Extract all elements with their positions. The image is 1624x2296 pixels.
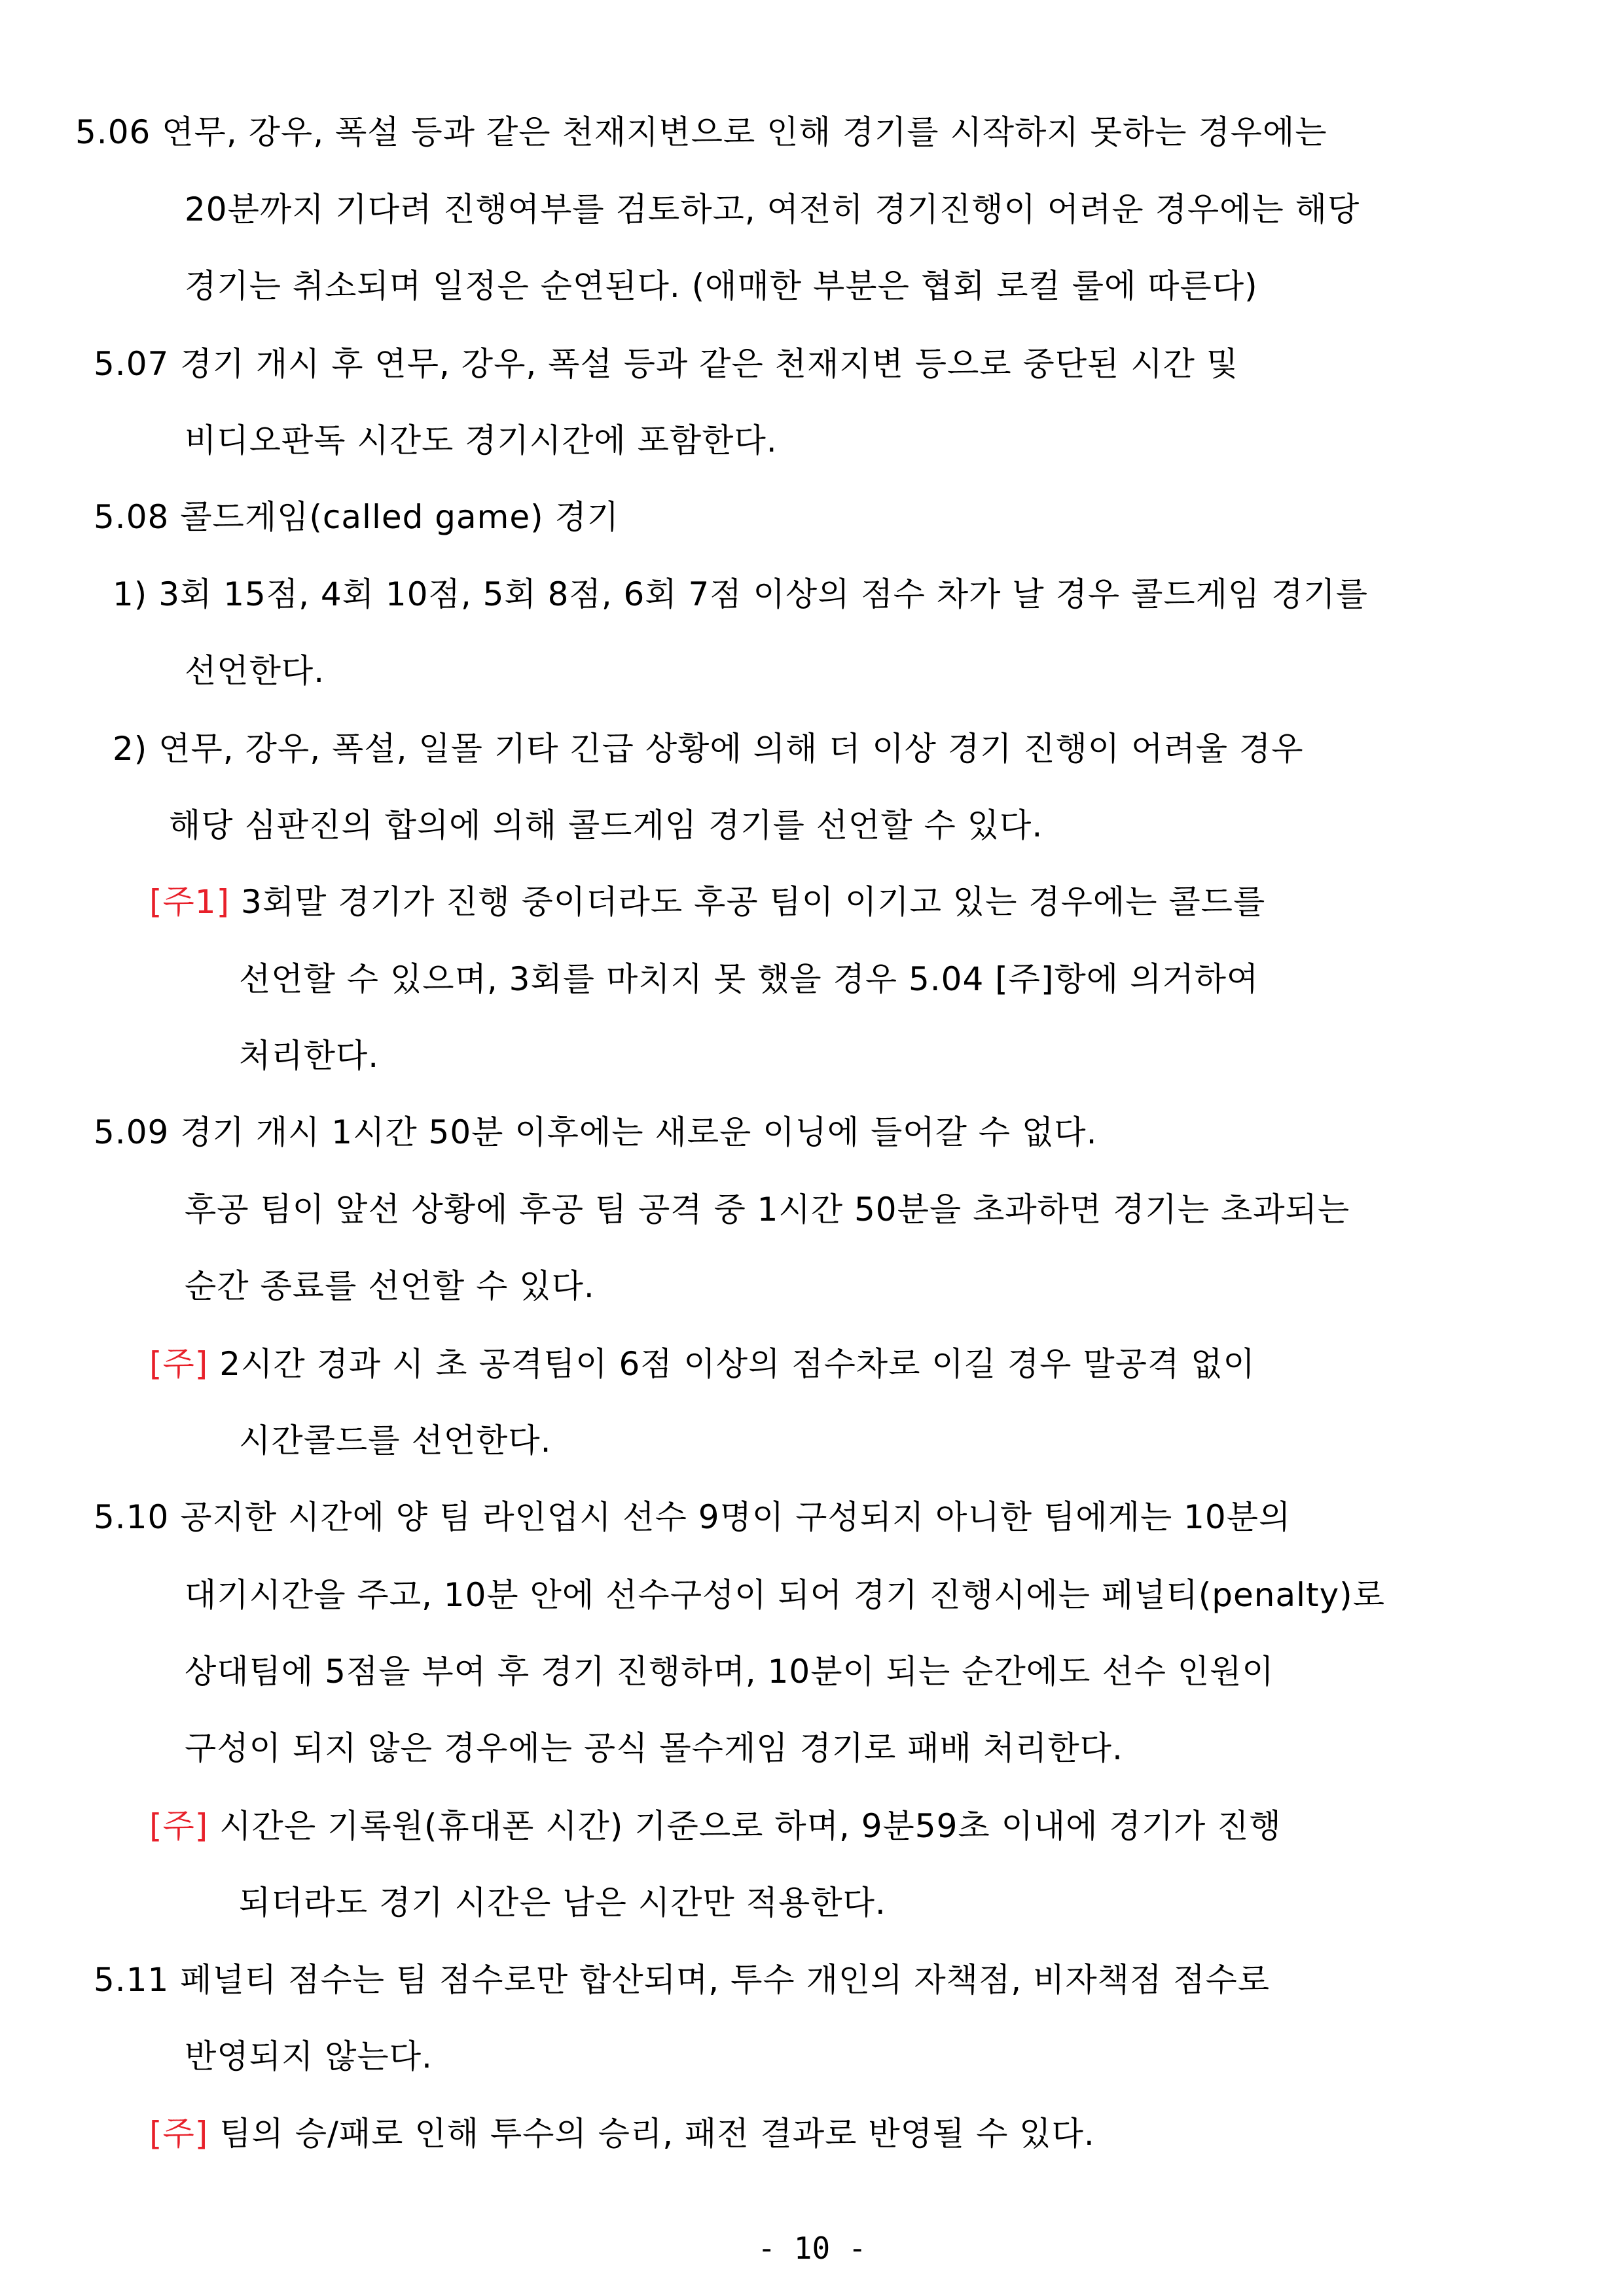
section-5-10-line-3: 상대팀에 5점을 부여 후 경기 진행하며, 10분이 되는 순간에도 선수 인원이 (185, 1653, 1274, 1691)
note-5-08-line-3: 처리한다. (239, 1037, 380, 1075)
note-5-10-line-1 (149, 1805, 1282, 1847)
note-5-11-line-1 (149, 2113, 1095, 2155)
note-tag: [주] (149, 1807, 209, 1845)
note-tag: [주] (149, 1345, 209, 1383)
section-5-08-item-1-line-1: 1) 3회 15점, 4회 10점, 5회 8점, 6회 7점 이상의 점수 차가 날 경우 콜드게임 경기를 (113, 575, 1369, 613)
section-5-09-line-1: 5.09 경기 개시 1시간 50분 이후에는 새로운 이닝에 들어갈 수 없다. (94, 1113, 1098, 1151)
section-5-11-line-2: 반영되지 않는다. (185, 2037, 433, 2075)
note-5-08-line-1 (149, 881, 1265, 923)
section-5-09-line-3: 순간 종료를 선언할 수 있다. (185, 1267, 595, 1305)
page-number: - 10 - (757, 2231, 867, 2266)
section-5-10-line-1: 5.10 공지한 시간에 양 팀 라인업시 선수 9명이 구성되지 아니한 팀에게는 10분의 (94, 1498, 1291, 1536)
section-5-07-line-1: 5.07 경기 개시 후 연무, 강우, 폭설 등과 같은 천재지변 등으로 중단된 시간 및 (94, 345, 1239, 383)
section-5-10-line-2: 대기시간을 주고, 10분 안에 선수구성이 되어 경기 진행시에는 페널티(penalty)로 (185, 1576, 1385, 1614)
note-text: 2시간 경과 시 초 공격팀이 6점 이상의 점수차로 이길 경우 말공격 없이 (208, 1345, 1255, 1383)
section-5-08-item-1-line-2: 선언한다. (185, 652, 325, 690)
section-5-06-line-2: 20분까지 기다려 진행여부를 검토하고, 여전히 경기진행이 어려운 경우에는 해당 (185, 190, 1360, 228)
note-5-10-line-2: 되더라도 경기 시간은 남은 시간만 적용한다. (239, 1884, 886, 1922)
note-text: 팀의 승/패로 인해 투수의 승리, 패전 결과로 반영될 수 있다. (208, 2115, 1095, 2153)
section-5-07-line-2: 비디오판독 시간도 경기시간에 포함한다. (185, 422, 778, 459)
note-text: 3회말 경기가 진행 중이더라도 후공 팀이 이기고 있는 경우에는 콜드를 (230, 883, 1266, 921)
note-5-09-line-1 (149, 1343, 1255, 1385)
section-5-08-item-2-line-2: 해당 심판진의 합의에 의해 콜드게임 경기를 선언할 수 있다. (169, 806, 1043, 844)
note-5-09-line-2: 시간콜드를 선언한다. (239, 1422, 552, 1460)
section-5-10-line-4: 구성이 되지 않은 경우에는 공식 몰수게임 경기로 패배 처리한다. (185, 1729, 1123, 1767)
note-5-08-line-2: 선언할 수 있으며, 3회를 마치지 못 했을 경우 5.04 [주]항에 의거하여 (239, 960, 1259, 998)
section-5-06-line-3: 경기는 취소되며 일정은 순연된다. (애매한 부분은 협회 로컬 룰에 따른다) (185, 267, 1258, 305)
section-5-11-line-1: 5.11 페널티 점수는 팀 점수로만 합산되며, 투수 개인의 자책점, 비자책점 점수로 (94, 1961, 1271, 1999)
note-tag: [주1] (149, 883, 230, 921)
section-5-06-line-1: 5.06 연무, 강우, 폭설 등과 같은 천재지변으로 인해 경기를 시작하지 못하는 경우에는 (75, 113, 1327, 151)
note-text: 시간은 기록원(휴대폰 시간) 기준으로 하며, 9분59초 이내에 경기가 진행 (208, 1807, 1282, 1845)
section-5-08-heading: 5.08 콜드게임(called game) 경기 (94, 498, 620, 536)
section-5-09-line-2: 후공 팀이 앞선 상황에 후공 팀 공격 중 1시간 50분을 초과하면 경기는 초과되는 (185, 1191, 1350, 1229)
section-5-08-item-2-line-1: 2) 연무, 강우, 폭설, 일몰 기타 긴급 상황에 의해 더 이상 경기 진행이 어려울 경우 (113, 730, 1304, 768)
note-tag: [주] (149, 2115, 209, 2153)
